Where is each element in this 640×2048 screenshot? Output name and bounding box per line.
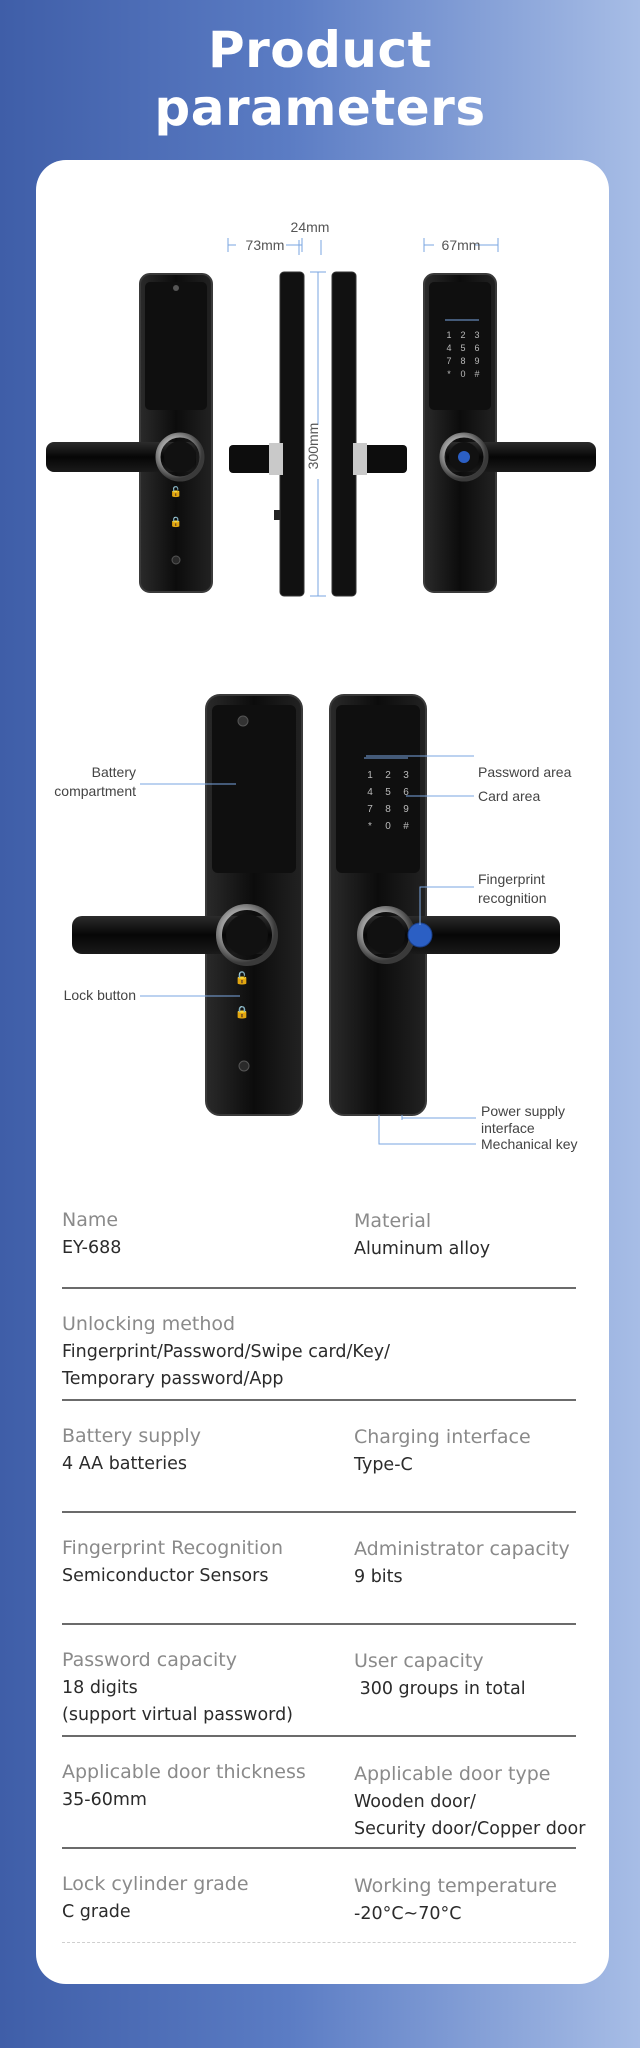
keypad-key: 1 <box>367 770 373 781</box>
dimension-width-back <box>424 237 498 253</box>
param-door-type-label: Applicable door type <box>354 1763 551 1785</box>
svg-text:🔒: 🔒 <box>234 1005 250 1019</box>
param-row-fingerprint <box>62 1513 576 1625</box>
keypad-key: # <box>474 369 480 379</box>
svg-text:🔒: 🔒 <box>169 517 183 528</box>
callout-fingerprint-line2: recognition <box>478 890 547 906</box>
parameter-table <box>62 1207 586 1943</box>
param-unlock-label: Unlocking method <box>62 1313 236 1335</box>
param-row-unlocking <box>62 1289 576 1401</box>
param-temperature-value: -20°C~70°C <box>354 1904 462 1924</box>
keypad-key: 8 <box>385 804 391 815</box>
keypad-key: 9 <box>403 804 409 815</box>
param-cylinder-label: Lock cylinder grade <box>62 1873 249 1895</box>
param-user-label: User capacity <box>354 1650 484 1672</box>
page-title-line2: parameters <box>154 79 486 137</box>
keypad-key: 8 <box>460 356 466 366</box>
lock-back-view-top <box>424 274 596 592</box>
param-user-value: 300 groups in total <box>354 1679 526 1699</box>
callout-password-area-label: Password area <box>478 764 572 780</box>
param-fingerprint-value: Semiconductor Sensors <box>62 1566 269 1586</box>
param-door-type-value-1: Wooden door/ <box>354 1792 476 1812</box>
dimension-width-front <box>228 237 302 253</box>
dim-height-label: 300mm <box>305 422 321 470</box>
page-title-line1: Product <box>207 21 433 79</box>
param-door-type-value-2: Security door/Copper door <box>354 1819 586 1839</box>
keypad-key: 7 <box>446 356 452 366</box>
product-diagram <box>36 160 609 1200</box>
param-admin-value: 9 bits <box>354 1567 403 1587</box>
dim-width-back-label: 67mm <box>441 237 481 253</box>
dim-width-front-label: 73mm <box>245 237 285 253</box>
keypad-key: * <box>368 821 372 832</box>
param-battery-value: 4 AA batteries <box>62 1454 187 1474</box>
param-door-thickness-label: Applicable door thickness <box>62 1761 306 1783</box>
param-battery-label: Battery supply <box>62 1425 201 1447</box>
svg-text:🔓: 🔓 <box>234 971 250 985</box>
callout-card-area-label: Card area <box>478 788 541 804</box>
param-row-cylinder <box>62 1849 576 1943</box>
keypad-key: 3 <box>474 330 480 340</box>
callout-power-line2: interface <box>481 1120 535 1136</box>
param-password-value-2: (support virtual password) <box>62 1705 294 1725</box>
keypad-key: 9 <box>474 356 480 366</box>
keypad-key: 4 <box>367 787 373 798</box>
keypad-key: 3 <box>403 770 409 781</box>
param-material-label: Material <box>354 1210 432 1232</box>
keypad-key: 1 <box>446 330 452 340</box>
keypad-key: 0 <box>460 369 466 379</box>
param-charging-label: Charging interface <box>354 1426 531 1448</box>
keypad-key: # <box>403 821 409 832</box>
parameters-card <box>36 160 609 1984</box>
callout-power-supply <box>402 1103 565 1136</box>
keypad-key: * <box>447 369 451 379</box>
keypad-key: 6 <box>403 787 409 798</box>
callout-battery-line2: compartment <box>54 783 136 799</box>
callout-battery-line1: Battery <box>91 764 136 780</box>
dimension-thickness <box>291 219 330 255</box>
param-password-value-1: 18 digits <box>62 1678 138 1698</box>
param-admin-label: Administrator capacity <box>354 1538 570 1560</box>
keypad-key: 4 <box>446 343 452 353</box>
callout-lock-button-label: Lock button <box>63 987 136 1003</box>
keypad-key: 2 <box>460 330 466 340</box>
callout-power-line1: Power supply <box>481 1103 566 1119</box>
param-fingerprint-label: Fingerprint Recognition <box>62 1537 283 1559</box>
lock-side-view-top <box>229 272 407 596</box>
keypad-key: 2 <box>385 770 391 781</box>
param-door-thickness-value: 35-60mm <box>62 1790 147 1810</box>
keypad-key: 7 <box>367 804 373 815</box>
param-unlock-value-1: Fingerprint/Password/Swipe card/Key/ <box>62 1342 391 1362</box>
param-row-battery <box>62 1401 576 1513</box>
svg-text:🔓: 🔓 <box>169 487 183 498</box>
dim-thickness-label: 24mm <box>290 219 330 235</box>
param-row-name <box>62 1207 576 1289</box>
param-row-door <box>62 1737 586 1849</box>
keypad-key: 6 <box>474 343 480 353</box>
param-unlock-value-2: Temporary password/App <box>62 1369 284 1389</box>
param-name-value: EY-688 <box>62 1238 122 1258</box>
keypad-key: 5 <box>460 343 466 353</box>
param-temperature-label: Working temperature <box>354 1875 557 1897</box>
callout-mechanical-key-label: Mechanical key <box>481 1136 578 1152</box>
lock-front-view-top <box>46 274 212 592</box>
param-name-label: Name <box>62 1209 119 1231</box>
param-password-label: Password capacity <box>62 1649 237 1671</box>
param-material-value: Aluminum alloy <box>354 1239 491 1259</box>
lock-front-view-large <box>72 695 302 1115</box>
param-cylinder-value: C grade <box>62 1902 131 1922</box>
keypad-key: 5 <box>385 787 391 798</box>
keypad-key: 0 <box>385 821 391 832</box>
callout-mechanical-key <box>379 1115 578 1152</box>
callout-fingerprint-line1: Fingerprint <box>478 871 545 887</box>
param-charging-value: Type-C <box>354 1455 413 1475</box>
param-row-password <box>62 1625 576 1737</box>
